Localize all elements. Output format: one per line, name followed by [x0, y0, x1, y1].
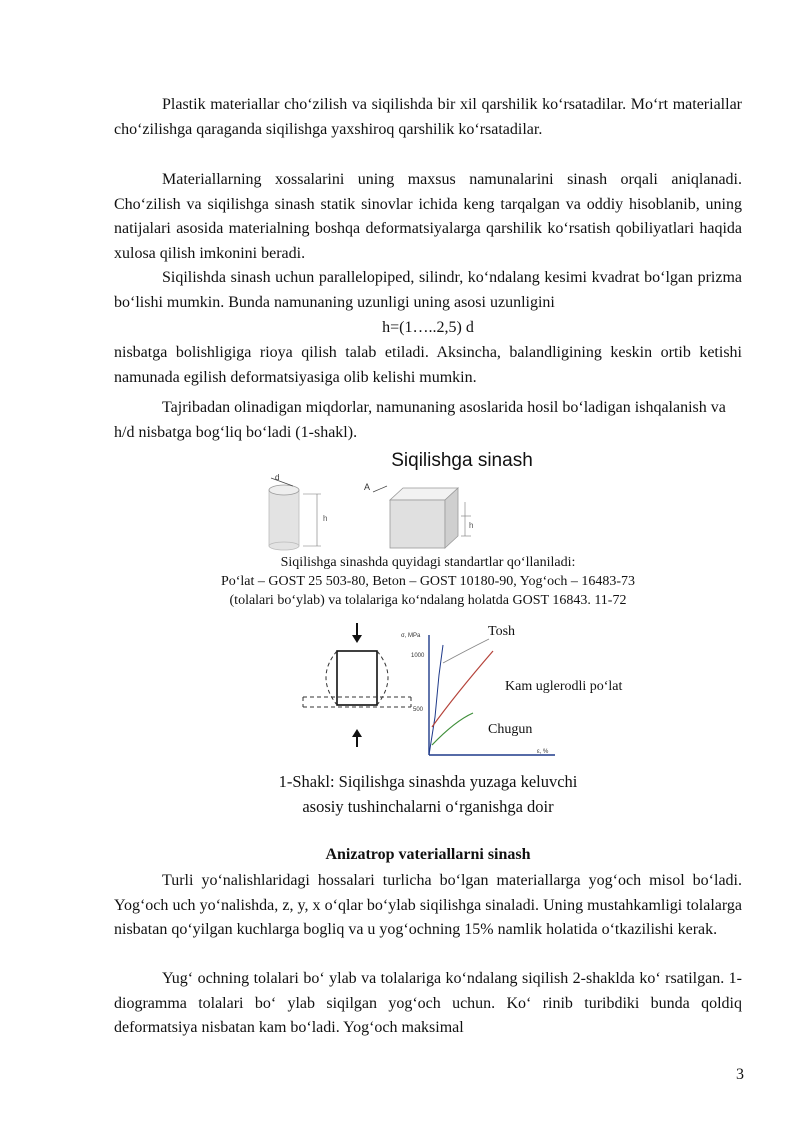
cube-specimen — [364, 482, 473, 548]
cylinder-label-h: h — [323, 514, 328, 523]
cylinder-specimen — [269, 473, 327, 550]
paragraph-1: Plastik materiallar cho‘zilish va siqilishda bir xil qarshilik ko‘rsatadilar. Mo‘rt materiallar cho‘zilishga qaraganda siqilishga yaxshiroq qarshilik ko‘rsatadilar. — [114, 96, 742, 138]
standards-line-1: Siqilishga sinashda quyidagi standartlar qo‘llaniladi: — [280, 555, 576, 570]
paragraph-4: nisbatga bolishligiga rioya qilish talab etiladi. Aksincha, balandligining keskin ortib ketishi namunada egilish deformatsiyasiga olib kelishi mumkin. — [114, 344, 742, 386]
cube-label-a: A — [364, 482, 371, 492]
cube-label-h: h — [469, 521, 474, 530]
figure-caption-line-1: 1-Shakl: Siqilishga sinashda yuzaga keluvchi — [278, 772, 578, 791]
paragraph-2: Materiallarning xossalarini uning maxsus namunalarini sinash orqali aniqlanadi. Cho‘zilish va siqilishga sinash statik sinovlar ichida keng tarqalgan va oddiy hisoblanib, uning natijalari asosida materialning boshqa deformatsiyalarga qarshilik ko‘rsatish qobiliyatlari haqida xulosa qilish imkonini beradi. — [114, 171, 742, 262]
x-axis-label: ε, % — [537, 749, 549, 755]
paragraph-7: Yug‘ ochning tolalari bo‘ ylab va tolalariga ko‘ndalang siqilish 2-shaklda ko‘ rsatilgan. 1-diogramma tolalari bo‘ ylab siqilgan yog‘och uchun. Ko‘ rinib turibdiki bunda qoldiq deformatsiya nisbatan kam bo‘ladi. Yog‘och maksimal — [114, 970, 742, 1036]
figure-title: Siqilishga sinash — [391, 450, 533, 471]
y-axis-label: σ, MPa — [401, 633, 421, 639]
cylinder-label-d: d — [275, 473, 280, 482]
curve-label-stone: Tosh — [488, 624, 516, 639]
section-heading: Anizatrop vateriallarni sinash — [325, 846, 531, 863]
paragraph-5: Tajribadan olinadigan miqdorlar, namunaning asoslarida hosil bo‘ladigan ishqalanish va h/d nisbatga bog‘liq bo‘ladi (1-shakl). — [114, 399, 726, 441]
page-number: 3 — [736, 1066, 744, 1083]
figure-caption-line-2: asosiy tushinchalarni o‘rganishga doir — [302, 797, 554, 816]
paragraph-6: Turli yo‘nalishlaridagi hossalari turlicha bo‘lgan materiallarga yog‘och misol bo‘ladi. Yog‘och uch yo‘nalishda, z, y, x o‘qlar bo‘ylab siqilishga sinaladi. Uning mustahkamligi tolalarga nisbatan qo‘yilgan kuchlarga bogliq va u yog‘ochning 15% namlik holatida o‘tkazilishi kerak. — [114, 872, 742, 938]
paragraph-3: Siqilishda sinash uchun parallelopiped, silindr, ko‘ndalang kesimi kvadrat bo‘lgan prizma bo‘lishi mumkin. Bunda namunaning uzunligi uning asosi uzunligini — [114, 269, 742, 311]
y-tick-500: 500 — [413, 707, 424, 713]
curve-label-iron: Chugun — [488, 722, 533, 737]
formula: h=(1…..2,5) d — [382, 319, 474, 336]
compression-schematic — [303, 623, 411, 747]
curve-label-steel: Kam uglerodli po‘lat — [505, 679, 623, 694]
specimen-drawings — [255, 472, 515, 552]
y-tick-1000: 1000 — [411, 653, 425, 659]
standards-line-2: Po‘lat – GOST 25 503-80, Beton – GOST 10180-90, Yog‘och – 16483-73 — [220, 574, 636, 589]
standards-line-3: (tolalari bo‘ylab) va tolalariga ko‘ndalang holatda GOST 16843. 11-72 — [229, 593, 627, 608]
